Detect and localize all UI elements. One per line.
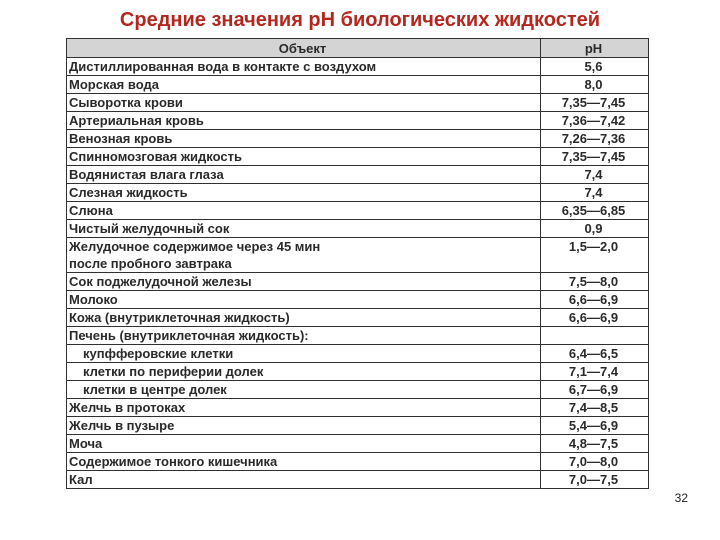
table-header-row: [67, 39, 649, 58]
object-label: Чистый желудочный сок: [69, 221, 230, 236]
ph-value-cell: 4,8—7,5: [541, 435, 649, 453]
table-row: [67, 148, 649, 166]
object-cell: [67, 345, 541, 363]
table-row: [67, 112, 649, 130]
object-label: Желчь в протоках: [69, 400, 186, 415]
table-row: [67, 327, 649, 345]
object-label: Содержимое тонкого кишечника: [69, 454, 278, 469]
object-label: Дистиллированная вода в контакте с воздухом: [69, 59, 377, 74]
table-body: [67, 58, 649, 489]
ph-value-cell: 7,26—7,36: [541, 130, 649, 148]
object-cell: [67, 112, 541, 130]
object-label: Желудочное содержимое через 45 мин: [69, 239, 321, 254]
object-cell: [67, 363, 541, 381]
object-label: Моча: [69, 436, 103, 451]
object-label: клетки в центре долек: [83, 382, 227, 397]
ph-value-cell: 8,0: [541, 76, 649, 94]
ph-value-cell: 6,6—6,9: [541, 291, 649, 309]
object-label: Сок поджелудочной железы: [69, 274, 252, 289]
table-row: [67, 345, 649, 363]
table-row: [67, 202, 649, 220]
ph-value-cell: 6,4—6,5: [541, 345, 649, 363]
table-row: [67, 220, 649, 238]
ph-value-cell: 7,5—8,0: [541, 273, 649, 291]
object-cell: [67, 202, 541, 220]
object-cell: [67, 291, 541, 309]
ph-value-cell: 7,35—7,45: [541, 148, 649, 166]
ph-value-cell: 7,4: [541, 166, 649, 184]
table-row: [67, 273, 649, 291]
ph-value-cell: 7,0—8,0: [541, 453, 649, 471]
ph-value-cell: 5,6: [541, 58, 649, 76]
object-cell: [67, 76, 541, 94]
table-row: [67, 453, 649, 471]
column-header-ph: рН: [541, 39, 649, 58]
table-row: [67, 291, 649, 309]
table-row: [67, 417, 649, 435]
object-label: Венозная кровь: [69, 131, 173, 146]
table-row: [67, 130, 649, 148]
table-row: [67, 471, 649, 489]
object-cell: [67, 273, 541, 291]
ph-table: [66, 38, 649, 489]
ph-value-cell: 7,4: [541, 184, 649, 202]
ph-value-cell: 5,4—6,9: [541, 417, 649, 435]
object-cell: [67, 166, 541, 184]
ph-value-cell: 6,7—6,9: [541, 381, 649, 399]
object-label: Сыворотка крови: [69, 95, 183, 110]
object-cell: [67, 130, 541, 148]
object-label: Печень (внутриклеточная жидкость):: [69, 328, 309, 343]
object-label: Слезная жидкость: [69, 185, 188, 200]
table-row: [67, 363, 649, 381]
table-row: [67, 238, 649, 273]
table-row: [67, 58, 649, 76]
ph-value-cell: 7,35—7,45: [541, 94, 649, 112]
column-header-object: Объект: [67, 39, 541, 58]
object-label: Морская вода: [69, 77, 159, 92]
object-cell: [67, 148, 541, 166]
object-label: купфферовские клетки: [83, 346, 234, 361]
ph-value-cell: 0,9: [541, 220, 649, 238]
object-cell: [67, 58, 541, 76]
object-label: Спинномозговая жидкость: [69, 149, 242, 164]
object-label: Кожа (внутриклеточная жидкость): [69, 310, 290, 325]
table-row: [67, 435, 649, 453]
ph-value-cell: 7,4—8,5: [541, 399, 649, 417]
ph-value-cell: 7,1—7,4: [541, 363, 649, 381]
table-row: [67, 399, 649, 417]
object-cell: [67, 453, 541, 471]
ph-value-cell: 6,35—6,85: [541, 202, 649, 220]
ph-value-cell: 7,36—7,42: [541, 112, 649, 130]
object-label-line2: после пробного завтрака: [69, 256, 232, 271]
object-label: Желчь в пузыре: [69, 418, 175, 433]
object-cell: [67, 417, 541, 435]
object-cell: [67, 327, 541, 345]
object-label: Кал: [69, 472, 93, 487]
object-cell: [67, 381, 541, 399]
table-row: [67, 309, 649, 327]
object-label: Артериальная кровь: [69, 113, 204, 128]
table-row: [67, 94, 649, 112]
page-title: Средние значения рН биологических жидкостей: [119, 9, 601, 31]
ph-value-cell: [541, 327, 649, 345]
page-number: 32: [674, 491, 688, 505]
object-cell: [67, 435, 541, 453]
ph-value-cell: 1,5—2,0: [541, 238, 649, 273]
object-cell: [67, 184, 541, 202]
object-label: клетки по периферии долек: [83, 364, 264, 379]
object-cell: [67, 399, 541, 417]
table-row: [67, 166, 649, 184]
object-label: Слюна: [69, 203, 113, 218]
table-row: [67, 76, 649, 94]
object-label: Молоко: [69, 292, 118, 307]
table-row: [67, 381, 649, 399]
object-cell: [67, 94, 541, 112]
object-cell: [67, 238, 541, 273]
object-cell: [67, 220, 541, 238]
table-row: [67, 184, 649, 202]
ph-value-cell: 6,6—6,9: [541, 309, 649, 327]
ph-value-cell: 7,0—7,5: [541, 471, 649, 489]
object-label: Водянистая влага глаза: [69, 167, 224, 182]
object-cell: [67, 471, 541, 489]
object-cell: [67, 309, 541, 327]
